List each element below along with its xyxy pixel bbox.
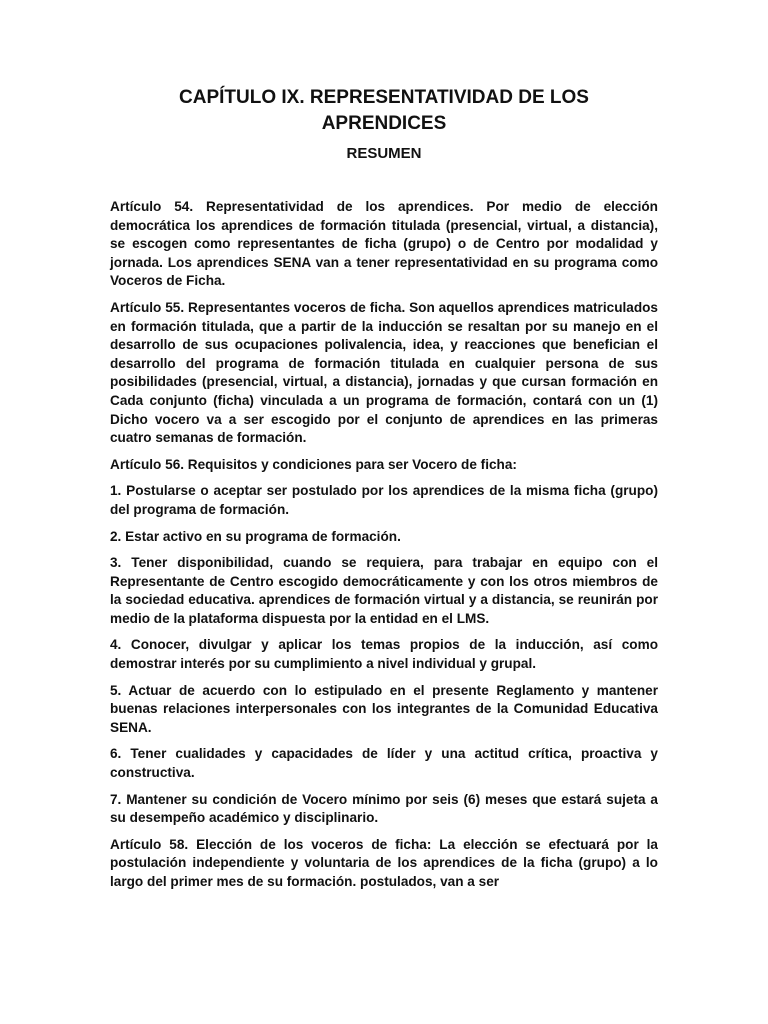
summary-heading: RESUMEN bbox=[346, 145, 422, 162]
article-55-paragraph: Artículo 55. Representantes voceros de ficha. Son aquellos aprendices matriculados en formación titulada, que a partir de la inducción se resaltan por su manejo en el desarrollo de sus ocupaciones polivalencia, idea, y reacciones que benefician el desarrollo del programa de formación titulada en cualquier persona de sus posibilidades (presencial, virtual, a distancia), jornadas y que cursan formación en Cada conjunto (ficha) vinculada a un programa de formación, contará con un (1) Dicho vocero va a ser escogido por el conjunto de aprendices en las primeras cuatro semanas de formación. bbox=[110, 299, 658, 446]
article-54-paragraph: Artículo 54. Representatividad de los aprendices. Por medio de elección democrática los aprendices de formación titulada (presencial, virtual, a distancia), se escogen como representantes de ficha (grupo) o de Centro por modalidad y jornada. Los aprendices SENA van a tener representatividad en su programa como Voceros de Ficha. bbox=[110, 199, 658, 289]
article-56-heading: Artículo 56. Requisitos y condiciones para ser Vocero de ficha: bbox=[110, 456, 517, 472]
requirement-2: 2. Estar activo en su programa de formación. bbox=[110, 528, 401, 544]
article-58-paragraph: Artículo 58. Elección de los voceros de ficha: La elección se efectuará por la postulación independiente y voluntaria de los aprendices de la ficha (grupo) a lo largo del primer mes de su formación. postulados, van a ser bbox=[110, 836, 658, 889]
requirement-4: 4. Conocer, divulgar y aplicar los temas propios de la inducción, así como demostrar interés por su cumplimiento a nivel individual y grupal. bbox=[110, 637, 658, 672]
chapter-title: CAPÍTULO IX. REPRESENTATIVIDAD DE LOS APRENDICES bbox=[179, 87, 589, 134]
requirement-3: 3. Tener disponibilidad, cuando se requiera, para trabajar en equipo con el Representante de Centro escogido democráticamente y con los otros miembros de la sociedad educativa. aprendices de formación virtual y a distancia, se reunirán por medio de la plataforma dispuesta por la entidad en el LMS. bbox=[110, 555, 658, 626]
requirement-5: 5. Actuar de acuerdo con lo estipulado en el presente Reglamento y mantener buenas relaciones interpersonales con los integrantes de la Comunidad Educativa SENA. bbox=[110, 682, 658, 735]
requirement-1: 1. Postularse o aceptar ser postulado por los aprendices de la misma ficha (grupo) del programa de formación. bbox=[110, 483, 658, 517]
requirement-6: 6. Tener cualidades y capacidades de líder y una actitud crítica, proactiva y constructiva. bbox=[110, 746, 658, 781]
document-page bbox=[110, 85, 658, 900]
requirement-7: 7. Mantener su condición de Vocero mínimo por seis (6) meses que estará sujeta a su desempeño académico y disciplinario. bbox=[110, 791, 658, 826]
